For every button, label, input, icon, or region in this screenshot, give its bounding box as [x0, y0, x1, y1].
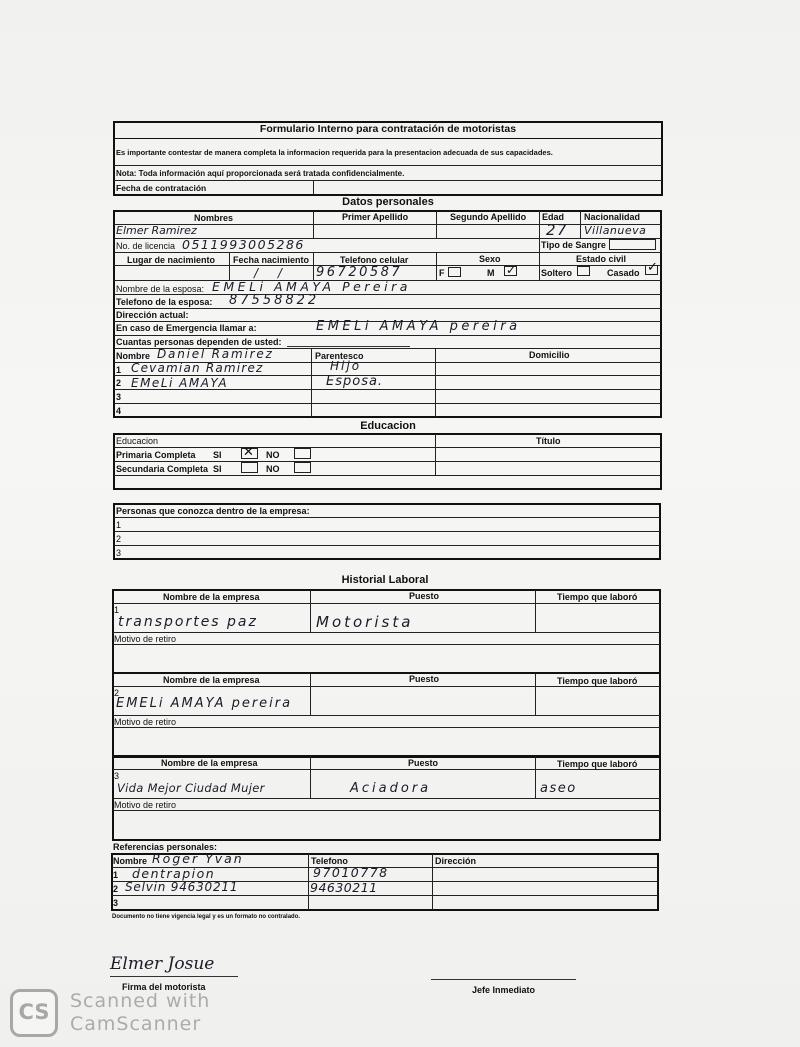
job-empresa: EMELi AMAYA pereira	[116, 696, 293, 711]
col-empresa: Nombre de la empresa	[161, 758, 258, 768]
licencia-label: No. de licencia	[116, 241, 176, 251]
dep-col-nombre: Nombre	[116, 351, 151, 361]
acquaintance-row-num: 1	[116, 520, 122, 530]
ref-col-nombre: Nombre	[113, 856, 148, 866]
soltero-checkbox[interactable]	[577, 266, 590, 276]
motivo-label: Motivo de retiro	[114, 634, 177, 644]
col-educacion: Educacion	[116, 436, 159, 446]
col-lugar-nacimiento: Lugar de nacimiento	[127, 255, 216, 265]
sexo-f-label: F	[439, 268, 445, 278]
dep-row-num: 4	[116, 406, 122, 416]
signature: Elmer Josue	[110, 954, 215, 974]
education-section-title: Educacion	[360, 420, 416, 432]
col-telefono-celular: Telefono celular	[340, 255, 409, 265]
job-num: 1	[114, 605, 120, 615]
ref-row-num: 2	[113, 884, 119, 894]
dep-col-parentesco: Parentesco	[315, 351, 364, 361]
tel-esposa-label: Telefono de la esposa:	[116, 297, 213, 307]
ref-col-telefono: Telefono	[311, 856, 348, 866]
sexo-f-checkbox[interactable]	[448, 267, 461, 277]
ref-header-name-value: Roger Yvan	[152, 851, 244, 866]
dependen-label: Cuantas personas dependen de usted:	[116, 337, 282, 347]
col-primer-apellido: Primer Apellido	[342, 212, 409, 222]
job-empresa: Vida Mejor Ciudad Mujer	[117, 781, 265, 795]
col-segundo-apellido: Segundo Apellido	[450, 212, 527, 222]
watermark-line2: CamScanner	[70, 1013, 202, 1035]
motivo-label: Motivo de retiro	[114, 800, 177, 810]
emergencia-value: EMELi AMAYA pereira	[316, 319, 521, 334]
col-estado-civil: Estado civil	[576, 254, 627, 264]
casado-label: Casado	[607, 268, 640, 278]
dep-row-rel: Hijo	[330, 359, 362, 373]
sangre-label: Tipo de Sangre	[541, 240, 606, 250]
col-puesto: Puesto	[408, 758, 439, 768]
primaria-label: Primaria Completa	[116, 450, 196, 460]
dep-nombre-value: Daniel Ramirez	[157, 347, 274, 361]
ref-row-num: 1	[113, 870, 119, 880]
col-titulo: Título	[536, 436, 561, 446]
primaria-si-label: SI	[213, 450, 222, 460]
motivo-label: Motivo de retiro	[114, 717, 177, 727]
col-edad: Edad	[542, 212, 565, 222]
acquaintance-row-num: 2	[116, 534, 122, 544]
nombres-value: Elmer Ramirez	[116, 224, 197, 237]
col-empresa: Nombre de la empresa	[163, 675, 260, 685]
disclaimer: Documento no tiene vigencia legal y es un formato no contralado.	[112, 914, 301, 920]
primaria-no-checkbox[interactable]	[294, 448, 311, 459]
secundaria-si-label: SI	[213, 464, 222, 474]
job-empresa: transportes paz	[118, 614, 258, 630]
check-mark-icon: ✓	[506, 263, 517, 277]
job-num: 3	[114, 771, 120, 781]
x-mark-icon: ✕	[243, 445, 254, 460]
dep-row-num: 3	[116, 392, 122, 402]
col-puesto: Puesto	[409, 674, 440, 684]
secundaria-si-checkbox[interactable]	[241, 462, 258, 473]
nacionalidad-value: Villanueva	[584, 224, 647, 237]
dep-col-domicilio: Domicilio	[529, 350, 570, 360]
logo-text: CS	[18, 1000, 50, 1024]
confidential-note: Nota: Toda información aquí proporcionada será tratada confidencialmente.	[116, 169, 405, 178]
ref-row-phone: 94630211	[310, 880, 378, 895]
col-fecha-nacimiento: Fecha nacimiento	[233, 255, 310, 265]
ref-col-direccion: Dirección	[435, 856, 477, 866]
secundaria-no-label: NO	[266, 464, 280, 474]
secundaria-no-checkbox[interactable]	[294, 462, 311, 473]
licencia-value: 0511993005286	[182, 237, 305, 252]
primaria-no-label: NO	[266, 450, 280, 460]
fecha-value: / /	[254, 266, 290, 280]
edad-value: 27	[546, 221, 569, 239]
job-num: 2	[114, 688, 120, 698]
jefe-label: Jefe Inmediato	[472, 985, 536, 995]
telefono-value: 96720587	[316, 265, 403, 280]
hire-date-label: Fecha de contratación	[116, 183, 207, 193]
dep-row-name: Cevamian Ramirez	[131, 361, 264, 375]
labor-section-title: Historial Laboral	[341, 574, 429, 586]
job-puesto: Motorista	[316, 613, 414, 631]
dep-row-rel: Esposa.	[326, 374, 384, 389]
col-tiempo: Tiempo que laboró	[557, 592, 638, 602]
acquaintance-row-num: 3	[116, 548, 122, 558]
ref-row-phone: 97010778	[313, 865, 389, 880]
emergencia-label: En caso de Emergencia llamar a:	[116, 323, 257, 333]
dep-row-num: 2	[116, 378, 122, 388]
col-empresa: Nombre de la empresa	[163, 592, 260, 602]
job-puesto: Aciadora	[350, 781, 432, 796]
blood-type-box[interactable]	[609, 239, 656, 250]
check-mark-icon: ✓	[647, 260, 658, 275]
personal-section-title: Datos personales	[342, 196, 434, 208]
camscanner-logo-icon	[10, 989, 58, 1037]
col-sexo: Sexo	[479, 254, 501, 264]
ref-row-num: 3	[113, 898, 119, 908]
job-tiempo: aseo	[540, 781, 577, 796]
acquaintances-label: Personas que conozca dentro de la empresa:	[116, 506, 310, 516]
ref-row-name: dentrapion	[132, 866, 216, 881]
esposa-label: Nombre de la esposa:	[116, 284, 205, 294]
col-nacionalidad: Nacionalidad	[584, 212, 641, 222]
references-label: Referencias personales:	[113, 842, 218, 852]
col-nombres: Nombres	[194, 213, 234, 223]
secundaria-label: Secundaria Completa	[116, 464, 209, 474]
direccion-label: Dirección actual:	[116, 310, 189, 320]
firma-label: Firma del motorista	[122, 982, 206, 992]
dep-row-num: 1	[116, 365, 122, 375]
col-tiempo: Tiempo que laboró	[557, 676, 638, 686]
col-tiempo: Tiempo que laboró	[557, 759, 638, 769]
watermark-line1: Scanned with	[70, 990, 211, 1012]
esposa-value: EMELi AMAYA Pereira	[212, 279, 411, 294]
sexo-m-label: M	[487, 268, 495, 278]
important-note: Es importante contestar de manera completa la informacion requerida para la presentacion adecuada de sus capacidades.	[116, 148, 553, 157]
tel-esposa-value: 87558822	[229, 293, 320, 308]
form-title: Formulario Interno para contratación de motoristas	[259, 123, 517, 135]
dep-row-name: EMeLi AMAYA	[131, 376, 229, 390]
col-puesto: Puesto	[409, 591, 440, 601]
soltero-label: Soltero	[541, 268, 573, 278]
ref-row-name: Selvin 94630211	[125, 880, 239, 894]
